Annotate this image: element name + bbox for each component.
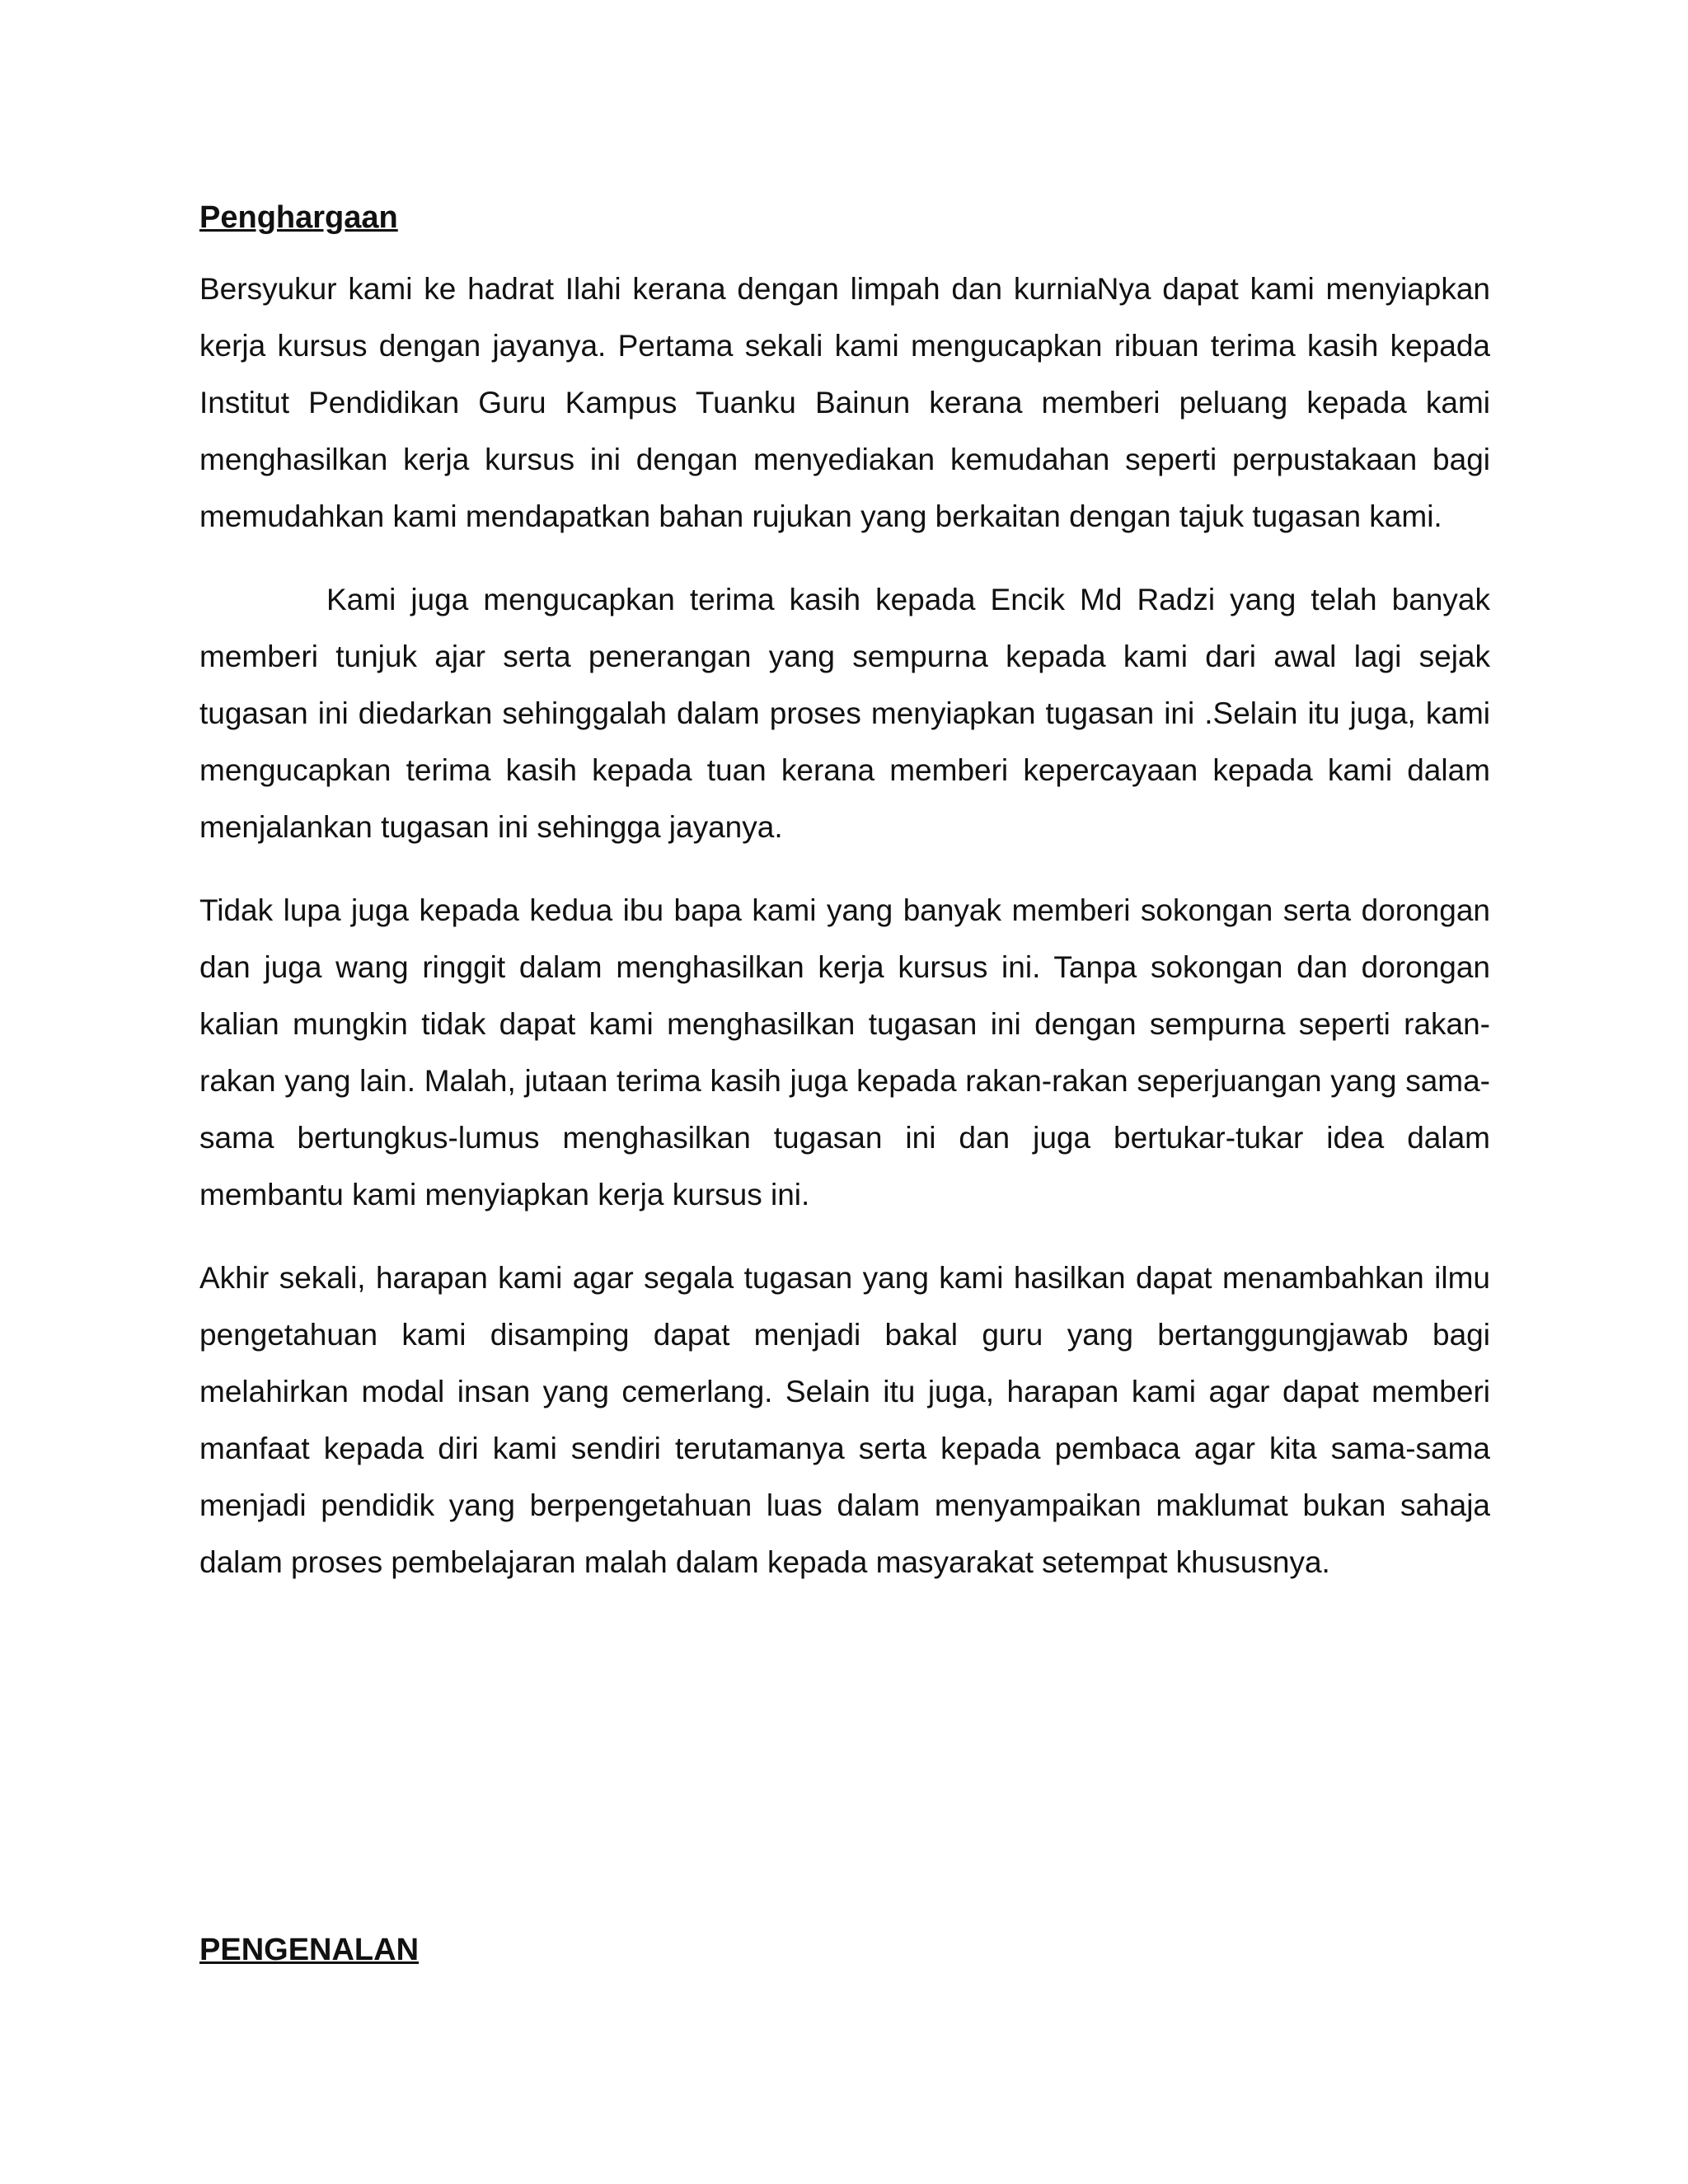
section-heading-pengenalan: PENGENALAN [199,1933,420,1967]
paragraph-2: Kami juga mengucapkan terima kasih kepada Encik Md Radzi yang telah banyak memberi tunjuk ajar serta penerangan yang sempurna kepada kami dari awal lagi sejak tugasan ini diedarkan sehinggalah dalam proses menyiapkan tugasan ini .Selain itu juga, kami mengucapkan terima kasih kepada tuan kerana memberi kepercayaan kepada kami dalam menjalankan tugasan ini sehingga jayanya. [199,583,1490,844]
section-heading-penghargaan: Penghargaan [199,200,398,235]
paragraph-1: Bersyukur kami ke hadrat Ilahi kerana dengan limpah dan kurniaNya dapat kami menyiapkan kerja kursus dengan jayanya. Pertama sekali kami mengucapkan ribuan terima kasih kepada Institut Pendidikan Guru Kampus Tuanku Bainun kerana memberi peluang kepada kami menghasilkan kerja kursus ini dengan menyediakan kemudahan seperti perpustakaan bagi memudahkan kami mendapatkan bahan rujukan yang berkaitan dengan tajuk tugasan kami. [199,272,1490,533]
paragraph-3: Tidak lupa juga kepada kedua ibu bapa kami yang banyak memberi sokongan serta dorongan dan juga wang ringgit dalam menghasilkan kerja kursus ini. Tanpa sokongan dan dorongan kalian mungkin tidak dapat kami menghasilkan tugasan ini dengan sempurna seperti rakan-rakan yang lain. Malah, jutaan terima kasih juga kepada rakan-rakan seperjuangan yang sama-sama bertungkus-lumus menghasilkan tugasan ini dan juga bertukar-tukar idea dalam membantu kami menyiapkan kerja kursus ini. [199,893,1490,1212]
paragraph-4: Akhir sekali, harapan kami agar segala tugasan yang kami hasilkan dapat menambahkan ilmu pengetahuan kami disamping dapat menjadi bakal guru yang bertanggungjawab bagi melahirkan modal insan yang cemerlang. Selain itu juga, harapan kami agar dapat memberi manfaat kepada diri kami sendiri terutamanya serta kepada pembaca agar kita sama-sama menjadi pendidik yang berpengetahuan luas dalam menyampaikan maklumat bukan sahaja dalam proses pembelajaran malah dalam kepada masyarakat setempat khususnya. [199,1261,1490,1579]
document-body [199,198,1490,1591]
